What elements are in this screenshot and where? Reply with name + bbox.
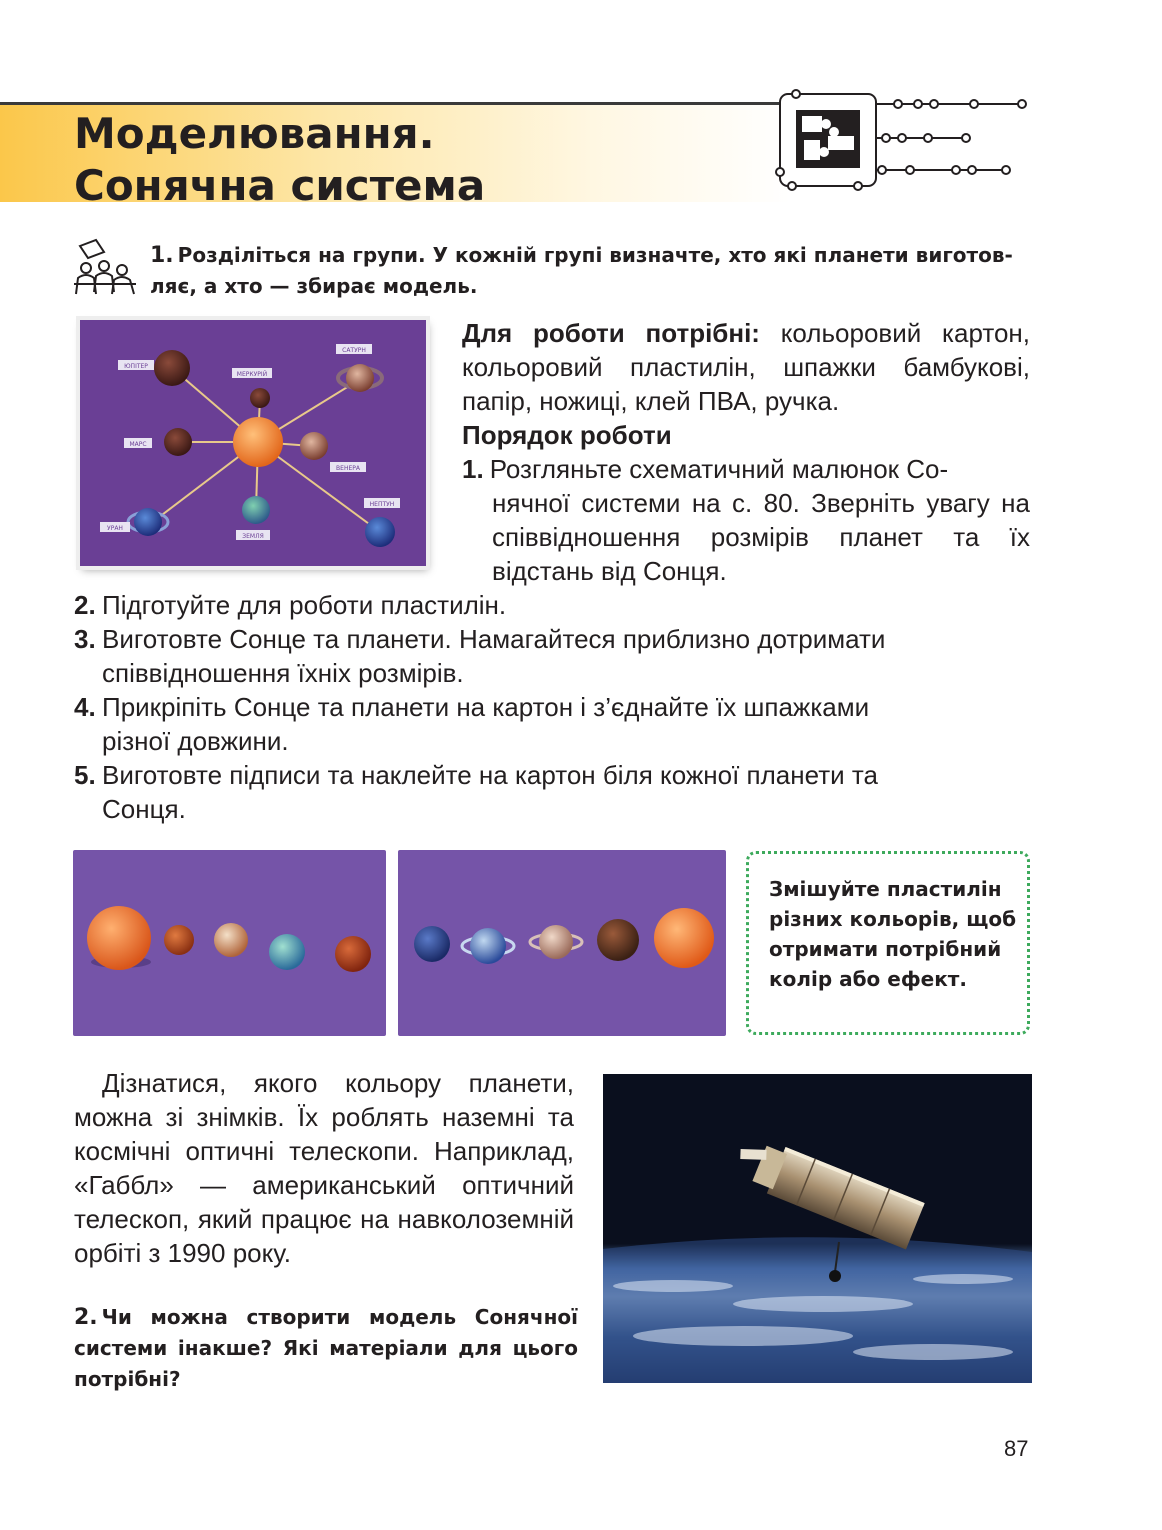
materials-text: кольоровий картон, кольоровий пластилін, шпажки бамбукові, папір, ножиці, клей ПВА, ручка. xyxy=(462,318,1030,416)
model-label-earth: ЗЕМЛЯ xyxy=(242,533,264,540)
step-3 xyxy=(74,622,1032,690)
telescope-paragraph: Дізнатися, якого кольору планети, можна зі знімків. Їх роблять наземні та космічні оптичні телескопи. Наприклад, «Габбл» — американський оптичний телескоп, який працює на навколоземній орбіті з 1990 року. xyxy=(74,1068,574,1268)
hubble-telescope-photo xyxy=(603,1074,1032,1383)
model-label-mars: МАРС xyxy=(129,441,147,448)
step-1-number: 1. xyxy=(462,454,484,484)
header-rule xyxy=(0,102,790,105)
page-title-line2: Сонячна система xyxy=(74,161,486,210)
planets-photo-1 xyxy=(73,850,386,1036)
task-1 xyxy=(150,240,1030,301)
tip-box xyxy=(746,851,1030,1035)
step-3-rest: співвідношення їхніх розмірів. xyxy=(102,658,464,688)
step-1-rest: нячної системи на с. 80. Зверніть увагу на співвідношення розмірів планет та їх відстань від Сонця. xyxy=(492,488,1030,586)
page-number: 87 xyxy=(1004,1436,1029,1461)
task-1-text-line2: ляє, а хто — збирає модель. xyxy=(150,274,478,298)
solar-system-model-photo xyxy=(80,320,426,566)
task-1-text-line1: Розділіться на групи. У кожній групі визначте, хто які планети виготов- xyxy=(177,243,1013,267)
puzzle-icon xyxy=(770,82,1040,194)
model-label-uranus: УРАН xyxy=(107,525,123,532)
tip-text: Змішуйте пластилін різних кольорів, щоб отримати потрібний колір або ефект. xyxy=(769,877,1017,991)
task-1-number: 1. xyxy=(150,243,174,268)
planets-photo-2 xyxy=(398,850,726,1036)
model-label-jupiter: ЮПІТЕР xyxy=(124,363,148,370)
step-4 xyxy=(74,690,1032,758)
step-5 xyxy=(74,758,1032,826)
page-title-line1: Моделювання. xyxy=(74,109,435,158)
order-title: Порядок роботи xyxy=(462,420,672,450)
page-title xyxy=(74,108,485,212)
step-3-line1: Виготовте Сонце та планети. Намагайтеся приблизно дотримати xyxy=(102,624,886,654)
step-2-number: 2. xyxy=(74,590,96,620)
materials-paragraph xyxy=(462,316,1030,418)
model-label-mercury: МЕРКУРІЙ xyxy=(236,371,268,378)
step-4-line1: Прикріпіть Сонце та планети на картон і з’єднайте їх шпажками xyxy=(102,692,870,722)
step-1 xyxy=(462,452,1030,588)
group-work-icon xyxy=(74,238,138,296)
step-2-line1: Підготуйте для роботи пластилін. xyxy=(102,590,507,620)
model-label-neptune: НЕПТУН xyxy=(369,501,395,508)
step-5-number: 5. xyxy=(74,760,96,790)
step-4-rest: різної довжини. xyxy=(102,726,289,756)
task-2-number: 2. xyxy=(74,1305,98,1330)
step-5-rest: Сонця. xyxy=(102,794,186,824)
model-label-venus: ВЕНЕРА xyxy=(336,465,360,472)
step-4-number: 4. xyxy=(74,692,96,722)
model-label-saturn: САТУРН xyxy=(342,347,366,354)
step-3-number: 3. xyxy=(74,624,96,654)
materials-label: Для роботи потрібні: xyxy=(462,318,760,348)
step-2 xyxy=(74,588,1032,622)
task-2 xyxy=(74,1302,578,1395)
step-1-line1: Розгляньте схематичний малюнок Со- xyxy=(489,454,949,484)
step-5-line1: Виготовте підписи та наклейте на картон біля кожної планети та xyxy=(102,760,878,790)
task-2-text: Чи можна створити модель Сонячної системи інакше? Які матеріали для цього потрібні? xyxy=(74,1305,578,1391)
